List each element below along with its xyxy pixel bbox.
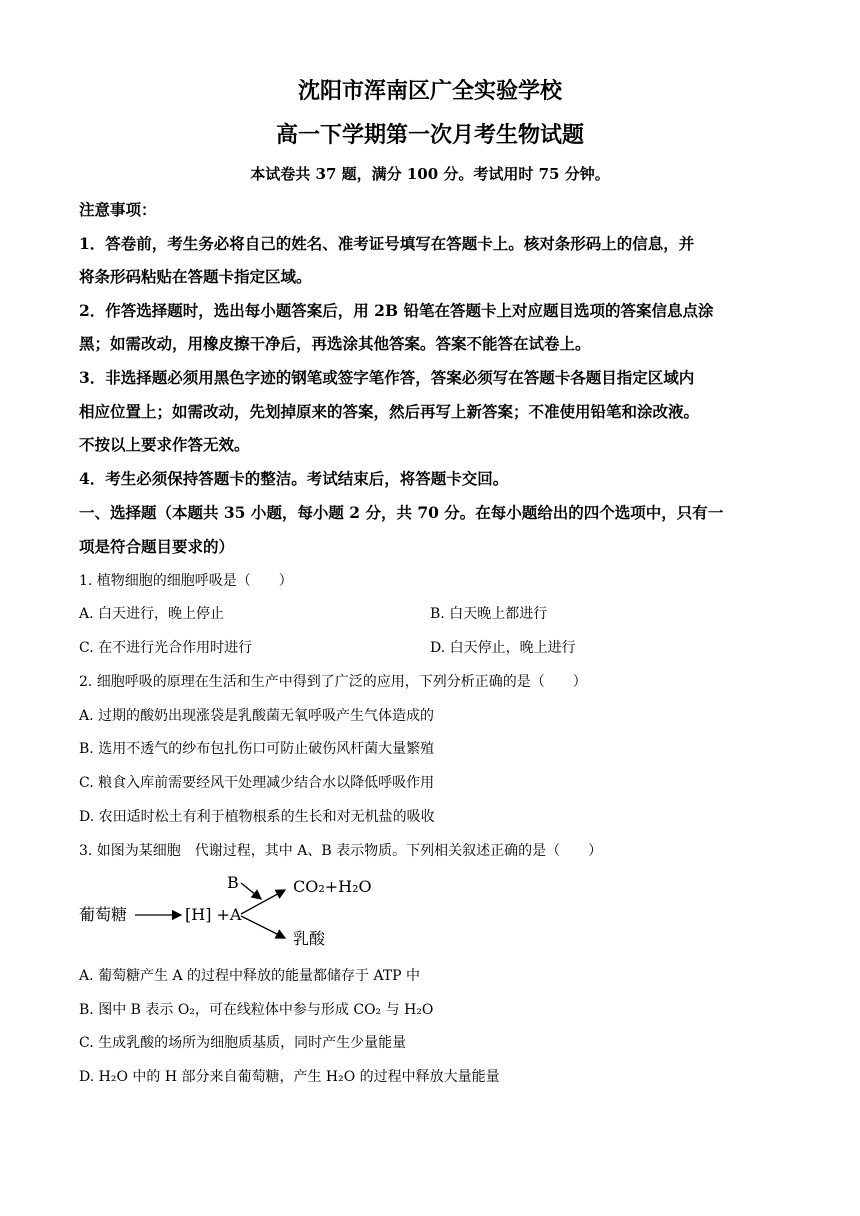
question-2-option-c: C. 粮食入库前需要经风干处理减少结合水以降低呼吸作用: [79, 775, 435, 791]
notice-line: 不按以上要求作答无效。: [79, 435, 250, 454]
question-2-stem: 2. 细胞呼吸的原理在生活和生产中得到了广泛的应用，下列分析正确的是（ ）: [79, 674, 587, 690]
notice-line: 1．答卷前，考生务必将自己的姓名、准考证号填写在答题卡上。核对条形码上的信息，并: [79, 234, 695, 253]
school-title: 沈阳市浑南区广全实验学校: [297, 78, 562, 104]
exam-info: 本试卷共 37 题，满分 100 分。考试用时 75 分钟。: [250, 165, 610, 183]
question-2-option-a: A. 过期的酸奶出现涨袋是乳酸菌无氧呼吸产生气体造成的: [79, 708, 435, 724]
notice-heading: 注意事项：: [79, 200, 157, 219]
question-1-option-c: C. 在不进行光合作用时进行: [79, 640, 253, 656]
diagram-h-a: [H] +A: [185, 905, 242, 924]
question-3-option-a: A. 葡萄糖产生 A 的过程中释放的能量都储存于 ATP 中: [79, 968, 421, 984]
question-1-option-a: A. 白天进行，晚上停止: [79, 606, 225, 622]
question-2-option-d: D. 农田适时松土有利于植物根系的生长和对无机盐的吸收: [79, 809, 435, 825]
diagram-glucose: 葡萄糖: [79, 905, 128, 924]
question-3-option-c: C. 生成乳酸的场所为细胞质基质，同时产生少量能量: [79, 1035, 407, 1051]
notice-line: 4．考生必须保持答题卡的整洁。考试结束后，将答题卡交回。: [79, 469, 509, 488]
question-1-option-b: B. 白天晚上都进行: [430, 606, 548, 622]
exam-title: 高一下学期第一次月考生物试题: [275, 122, 584, 148]
notice-line: 3．非选择题必须用黑色字迹的钢笔或签字笔作答，答案必须写在答题卡各题目指定区域内: [79, 368, 695, 387]
diagram-arrow-b: [241, 883, 261, 899]
metabolism-diagram: [79, 868, 379, 952]
section-heading-cont: 项是符合题目要求的）: [79, 537, 235, 556]
notice-line: 相应位置上；如需改动，先划掉原来的答案，然后再写上新答案；不准使用铅笔和涂改液。: [79, 402, 700, 421]
diagram-product-lactic-acid: 乳酸: [293, 929, 326, 948]
notice-line: 2．作答选择题时，选出每小题答案后，用 2B 铅笔在答题卡上对应题目选项的答案信息点涂: [79, 301, 714, 320]
notice-line: 黑；如需改动，用橡皮擦干净后，再选涂其他答案。答案不能答在试卷上。: [79, 334, 591, 353]
diagram-b: B: [227, 873, 239, 892]
diagram-product-co2-h2o: CO₂+H₂O: [293, 877, 372, 896]
question-2-option-b: B. 选用不透气的纱布包扎伤口可防止破伤风杆菌大量繁殖: [79, 741, 435, 757]
question-1-stem: 1. 植物细胞的细胞呼吸是（ ）: [79, 573, 293, 589]
question-3-option-b: B. 图中 B 表示 O₂，可在线粒体中参与形成 CO₂ 与 H₂O: [79, 1002, 434, 1018]
question-3-option-d: D. H₂O 中的 H 部分来自葡萄糖，产生 H₂O 的过程中释放大量能量: [79, 1069, 500, 1085]
question-3-stem: 3. 如图为某细胞 代谢过程，其中 A、B 表示物质。下列相关叙述正确的是（ ）: [79, 843, 603, 859]
diagram-arrow-upper: [241, 890, 285, 914]
section-heading: 一、选择题（本题共 35 小题，每小题 2 分，共 70 分。在每小题给出的四个选项中，只有一: [79, 503, 724, 522]
question-1-option-d: D. 白天停止，晚上进行: [430, 640, 576, 656]
notice-line: 将条形码粘贴在答题卡指定区域。: [79, 267, 312, 286]
diagram-arrow-lower: [241, 916, 285, 938]
